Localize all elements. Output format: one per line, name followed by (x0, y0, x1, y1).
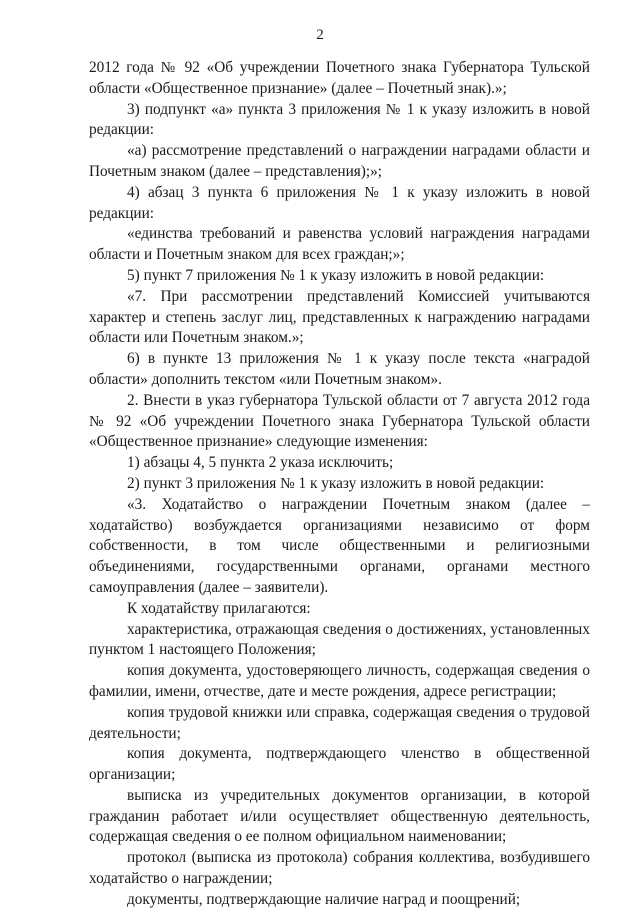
paragraph: «3. Ходатайство о награждении Почетным знаком (далее – ходатайство) возбуждается организациями независимо от форм собственности, в том числе общественными и религиозными объединениями, государственными органами, органами местного самоуправления (далее – заявители). (89, 495, 590, 596)
document-body (89, 58, 590, 911)
paragraph: «7. При рассмотрении представлений Комиссией учитываются характер и степень заслуг лиц, представленных к награждению наградами области или Почетным знаком.»; (89, 287, 590, 347)
paragraph: протокол (выписка из протокола) собрания коллектива, возбудившего ходатайство о награждении; (89, 849, 590, 888)
paragraph: 2. Внести в указ губернатора Тульской области от 7 августа 2012 года № 92 «Об учреждении Почетного знака Губернатора Тульской области «Общественное признание» следующие изменения: (89, 391, 590, 451)
paragraph: копия трудовой книжки или справка, содержащая сведения о трудовой деятельности; (89, 703, 590, 742)
paragraph: 4) абзац 3 пункта 6 приложения № 1 к указу изложить в новой редакции: (89, 183, 590, 222)
paragraph: 2012 года № 92 «Об учреждении Почетного знака Губернатора Тульской области «Общественное признание» (далее – Почетный знак).»; (89, 59, 590, 97)
paragraph: документы, подтверждающие наличие наград и поощрений; (127, 890, 521, 908)
paragraph: 1) абзацы 4, 5 пункта 2 указа исключить; (127, 454, 394, 472)
paragraph: копия документа, удостоверяющего личность, содержащая сведения о фамилии, имени, отчестве, дате и месте рождения, адресе регистрации; (89, 662, 590, 700)
paragraph: характеристика, отражающая сведения о достижениях, установленных пунктом 1 настоящего Положения; (89, 620, 590, 659)
paragraph: «единства требований и равенства условий награждения наградами области и Почетным знаком для всех граждан;»; (89, 225, 590, 264)
page-number: 2 (316, 27, 324, 43)
paragraph: выписка из учредительных документов организации, в которой гражданин работает и/или осуществляет общественную деятельность, содержащая сведения о ее полном официальном наименовании; (89, 786, 590, 846)
paragraph: 2) пункт 3 приложения № 1 к указу изложить в новой редакции: (127, 474, 545, 492)
paragraph: 5) пункт 7 приложения № 1 к указу изложить в новой редакции: (127, 266, 545, 284)
paragraph: 6) в пункте 13 приложения № 1 к указу после текста «наградой области» дополнить текстом «или Почетным знаком». (89, 350, 590, 388)
paragraph: «а) рассмотрение представлений о награждении наградами области и Почетным знаком (далее – представления);»; (89, 142, 590, 180)
paragraph: К ходатайству прилагаются: (127, 599, 311, 617)
paragraph: 3) подпункт «а» пункта 3 приложения № 1 к указу изложить в новой редакции: (89, 100, 590, 139)
paragraph: копия документа, подтверждающего членство в общественной организации; (89, 745, 590, 784)
